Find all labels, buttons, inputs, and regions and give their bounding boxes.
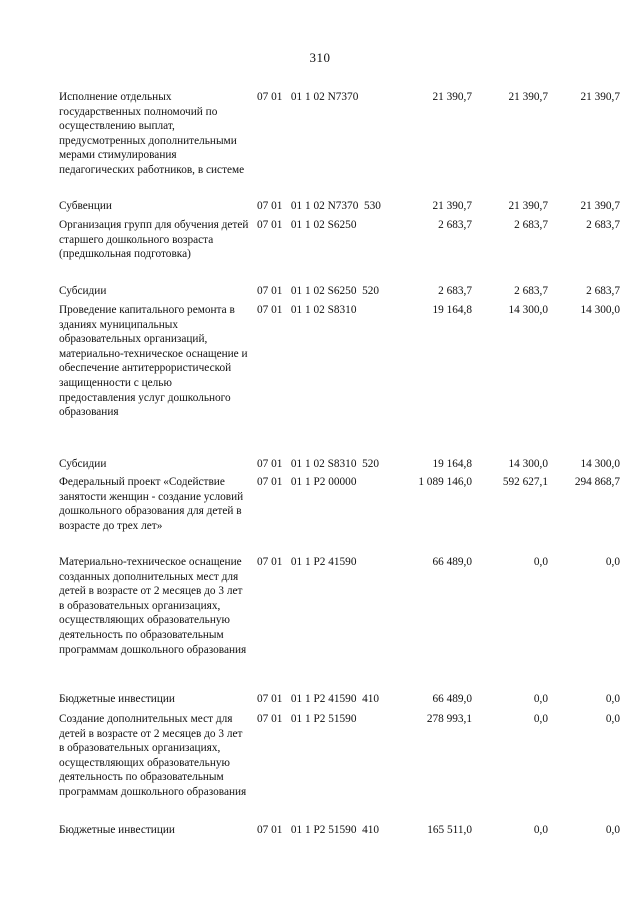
row-value-1: 21 390,7 [432,91,472,103]
row-value-1: 165 511,0 [427,824,472,836]
row-value-2: 2 683,7 [514,219,548,231]
row-code: 07 01 01 1 02 S6250 520 [257,285,380,297]
row-value-1: 19 164,8 [432,458,472,470]
row-value-2: 2 683,7 [514,285,548,297]
row-value-1: 66 489,0 [432,693,472,705]
row-code: 07 01 01 1 02 N7370 530 [257,200,381,212]
row-value-2: 592 627,1 [502,476,548,488]
row-value-2: 0,0 [533,824,548,836]
row-value-3: 21 390,7 [580,91,620,103]
row-value-1: 2 683,7 [438,285,472,297]
row-name: Субсидии [59,458,107,470]
row-value-3: 0,0 [605,556,620,568]
row-value-3: 2 683,7 [586,285,620,297]
row-name: Субсидии [59,285,107,297]
row-name: Бюджетные инвестиции [59,824,175,836]
row-value-3: 294 868,7 [574,476,620,488]
row-name: Проведение капитального ремонта в зданиях муниципальных образовательных организаций, материально-техническое оснащение и обеспечение антитеррористической защищенности с целью предоставления услуг дошкольного образования [59,304,248,419]
row-code: 07 01 01 1 P2 51590 [257,713,357,725]
row-name: Материально-техническое оснащение созданных дополнительных мест для детей в возрасте от 2 месяцев до 3 лет в образовательных организациях, осуществляющих образовательную деятельность по образовательным программам дошкольного образования [59,556,247,656]
row-value-3: 0,0 [605,693,620,705]
row-value-3: 21 390,7 [580,200,620,212]
row-value-1: 21 390,7 [432,200,472,212]
row-value-1: 19 164,8 [432,304,472,316]
row-name: Организация групп для обучения детей старшего дошкольного возраста (предшкольная подготовка) [59,219,249,261]
row-value-2: 14 300,0 [508,304,548,316]
row-value-3: 0,0 [605,713,620,725]
row-value-3: 2 683,7 [586,219,620,231]
row-code: 07 01 01 1 P2 41590 [257,556,357,568]
row-code: 07 01 01 1 02 S6250 [257,219,357,231]
row-value-1: 1 089 146,0 [418,476,472,488]
row-value-2: 0,0 [533,693,548,705]
page-number: 310 [309,50,331,65]
row-name: Исполнение отдельных государственных полномочий по осуществлению выплат, предусмотренных дополнительными мерами стимулирования педагогических работников, в системе [59,91,245,176]
row-value-3: 0,0 [605,824,620,836]
row-value-2: 0,0 [533,556,548,568]
row-value-2: 14 300,0 [508,458,548,470]
row-value-1: 2 683,7 [438,219,472,231]
row-value-2: 0,0 [533,713,548,725]
row-value-2: 21 390,7 [508,91,548,103]
row-code: 07 01 01 1 02 S8310 [257,304,357,316]
row-code: 07 01 01 1 P2 00000 [257,476,357,488]
row-name: Создание дополнительных мест для детей в возрасте от 2 месяцев до 3 лет в образовательных организациях, осуществляющих образовательную деятельность по образовательным программам дошкольного образования [59,713,247,798]
row-value-1: 278 993,1 [426,713,472,725]
row-value-1: 66 489,0 [432,556,472,568]
row-name: Бюджетные инвестиции [59,693,175,705]
row-name: Федеральный проект «Содействие занятости женщин - создание условий дошкольного образования для детей в возрасте до трех лет» [59,476,244,532]
row-code: 07 01 01 1 02 S8310 520 [257,458,380,470]
row-value-2: 21 390,7 [508,200,548,212]
row-code: 07 01 01 1 P2 41590 410 [257,693,380,705]
row-code: 07 01 01 1 P2 51590 410 [257,824,380,836]
row-code: 07 01 01 1 02 N7370 [257,91,359,103]
row-name: Субвенции [59,200,112,212]
row-value-3: 14 300,0 [580,304,620,316]
row-value-3: 14 300,0 [580,458,620,470]
